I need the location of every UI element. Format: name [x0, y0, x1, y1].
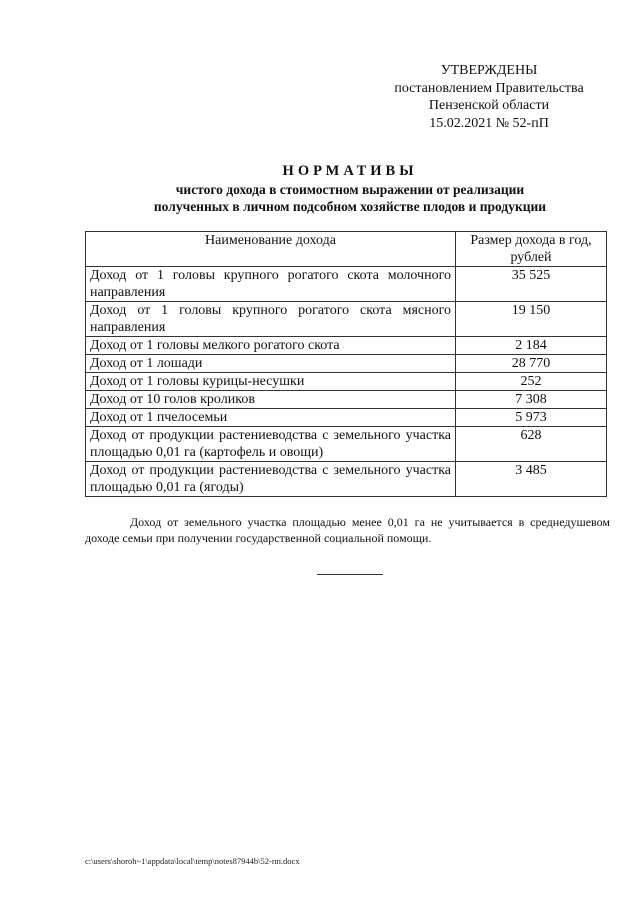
footer-file-path: c:\users\shoroh~1\appdata\local\temp\notes87944b\52-пп.docx	[85, 856, 300, 866]
table-row	[86, 409, 607, 427]
footnote-paragraph: Доход от земельного участка площадью менее 0,01 га не учитывается в среднедушевом доходе семьи при получении государственной социальной помощи.	[85, 515, 610, 545]
income-name-cell: Доход от 1 головы мелкого рогатого скота	[86, 337, 456, 355]
table-row	[86, 462, 607, 497]
table-row	[86, 267, 607, 302]
subtitle-line-1: чистого дохода в стоимостном выражении от реализации	[175, 182, 525, 197]
income-name-cell: Доход от 1 пчелосемьи	[86, 409, 456, 427]
income-value-cell: 5 973	[456, 409, 607, 427]
income-name-cell: Доход от 1 головы курицы-несушки	[86, 373, 456, 391]
column-header-income-size: Размер дохода в год, рублей	[456, 232, 607, 267]
document-subtitle	[100, 181, 600, 215]
table-header-row	[86, 232, 607, 267]
approval-heading: УТВЕРЖДЕНЫ	[440, 63, 538, 78]
approval-block	[370, 62, 608, 132]
income-name-cell: Доход от продукции растениеводства с земельного участка площадью 0,01 га (ягоды)	[86, 462, 456, 497]
table-row	[86, 302, 607, 337]
document-title: НОРМАТИВЫ	[282, 163, 418, 179]
income-value-cell: 252	[456, 373, 607, 391]
table-row	[86, 427, 607, 462]
closing-divider	[317, 574, 383, 575]
income-name-cell: Доход от 1 головы крупного рогатого скота мясного направления	[86, 302, 456, 337]
income-name-cell: Доход от 10 голов кроликов	[86, 391, 456, 409]
income-value-cell: 3 485	[456, 462, 607, 497]
approval-line-date-number: 15.02.2021 № 52-пП	[429, 115, 549, 131]
income-value-cell: 19 150	[456, 302, 607, 337]
approval-line-region: Пензенской области	[428, 98, 550, 113]
income-value-cell: 7 308	[456, 391, 607, 409]
income-value-cell: 35 525	[456, 267, 607, 302]
subtitle-line-2: полученных в личном подсобном хозяйстве плодов и продукции	[153, 199, 547, 214]
income-norms-table	[85, 231, 607, 497]
table-row	[86, 391, 607, 409]
approval-line-resolution: постановлением Правительства	[394, 80, 584, 96]
table-row	[86, 373, 607, 391]
income-value-cell: 2 184	[456, 337, 607, 355]
table-row	[86, 337, 607, 355]
income-value-cell: 28 770	[456, 355, 607, 373]
income-name-cell: Доход от продукции растениеводства с земельного участка площадью 0,01 га (картофель и овощи)	[86, 427, 456, 462]
income-value-cell: 628	[456, 427, 607, 462]
income-name-cell: Доход от 1 головы крупного рогатого скота молочного направления	[86, 267, 456, 302]
income-name-cell: Доход от 1 лошади	[86, 355, 456, 373]
table-row	[86, 355, 607, 373]
column-header-income-name: Наименование дохода	[86, 232, 456, 267]
